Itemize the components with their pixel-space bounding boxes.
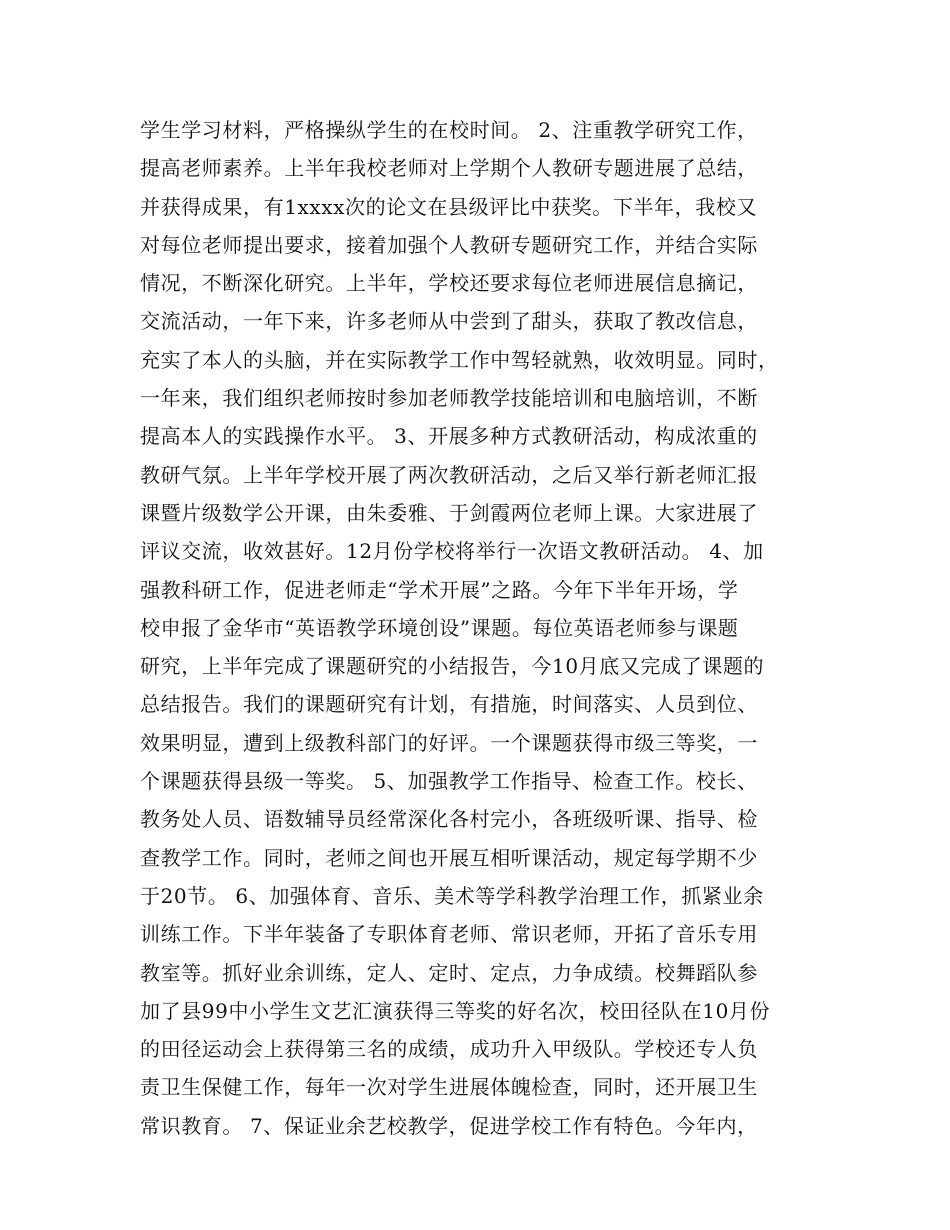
- text-line: 常识教育。 7、保证业余艺校教学，促进学校工作有特色。今年内，: [140, 1113, 758, 1138]
- text-line: 责卫生保健工作，每年一次对学生进展体魄检查，同时，还开展卫生: [140, 1075, 758, 1100]
- text-line: 校申报了金华市“英语教学环境创设”课题。每位英语老师参与课题: [140, 615, 739, 640]
- text-line: 教研气氛。上半年学校开展了两次教研活动，之后又举行新老师汇报: [140, 462, 758, 487]
- text-line: 教务处人员、语数辅导员经常深化各村完小，各班级听课、指导、检: [140, 807, 758, 832]
- text-line: 情况，不断深化研究。上半年，学校还要求每位老师进展信息摘记，: [140, 271, 758, 296]
- text-line: 对每位老师提出要求，接着加强个人教研专题研究工作，并结合实际: [140, 232, 758, 257]
- text-line: 交流活动，一年下来，许多老师从中尝到了甜头，获取了教改信息，: [140, 309, 758, 334]
- text-line: 提高本人的实践操作水平。 3、开展多种方式教研活动，构成浓重的: [140, 424, 758, 449]
- text-line: 一年来，我们组织老师按时参加老师教学技能培训和电脑培训，不断: [140, 386, 758, 411]
- text-line: 研究，上半年完成了课题研究的小结报告，今10月底又完成了课题的: [140, 654, 765, 679]
- text-line: 于20节。 6、加强体育、音乐、美术等学科教学治理工作，抓紧业余: [140, 883, 764, 908]
- text-line: 的田径运动会上获得第三名的成绩，成功升入甲级队。学校还专人负: [140, 1037, 758, 1062]
- text-line: 效果明显，遭到上级教科部门的好评。一个课题获得市级三等奖，一: [140, 730, 758, 755]
- text-line: 总结报告。我们的课题研究有计划，有措施，时间落实、人员到位、: [140, 692, 758, 717]
- body-text: [140, 111, 820, 1145]
- text-line: 评议交流，收效甚好。12月份学校将举行一次语文教研活动。 4、加: [140, 539, 764, 564]
- text-line: 学生学习材料，严格操纵学生的在校时间。 2、注重教学研究工作，: [140, 118, 758, 142]
- text-line: 加了县99中小学生文艺汇演获得三等奖的好名次，校田径队在10月份: [140, 998, 771, 1023]
- text-line: 训练工作。下半年装备了专职体育老师、常识老师，开拓了音乐专用: [140, 922, 758, 947]
- text-line: 教室等。抓好业余训练，定人、定时、定点，力争成绩。校舞蹈队参: [140, 960, 758, 985]
- text-line: 充实了本人的头脑，并在实际教学工作中驾轻就熟，收效明显。同时，: [140, 347, 779, 372]
- text-line: 强教科研工作，促进老师走“学术开展”之路。今年下半年开场，学: [140, 577, 739, 602]
- text-line: 个课题获得县级一等奖。 5、加强教学工作指导、检查工作。校长、: [140, 769, 758, 794]
- text-line: 提高老师素养。上半年我校老师对上学期个人教研专题进展了总结，: [140, 156, 758, 181]
- text-line: 并获得成果，有1xxxx次的论文在县级评比中获奖。下半年，我校又: [140, 194, 758, 219]
- text-line: 课暨片级数学公开课，由朱委雅、于剑霞两位老师上课。大家进展了: [140, 500, 758, 525]
- text-line: 查教学工作。同时，老师之间也开展互相听课活动，规定每学期不少: [140, 845, 758, 870]
